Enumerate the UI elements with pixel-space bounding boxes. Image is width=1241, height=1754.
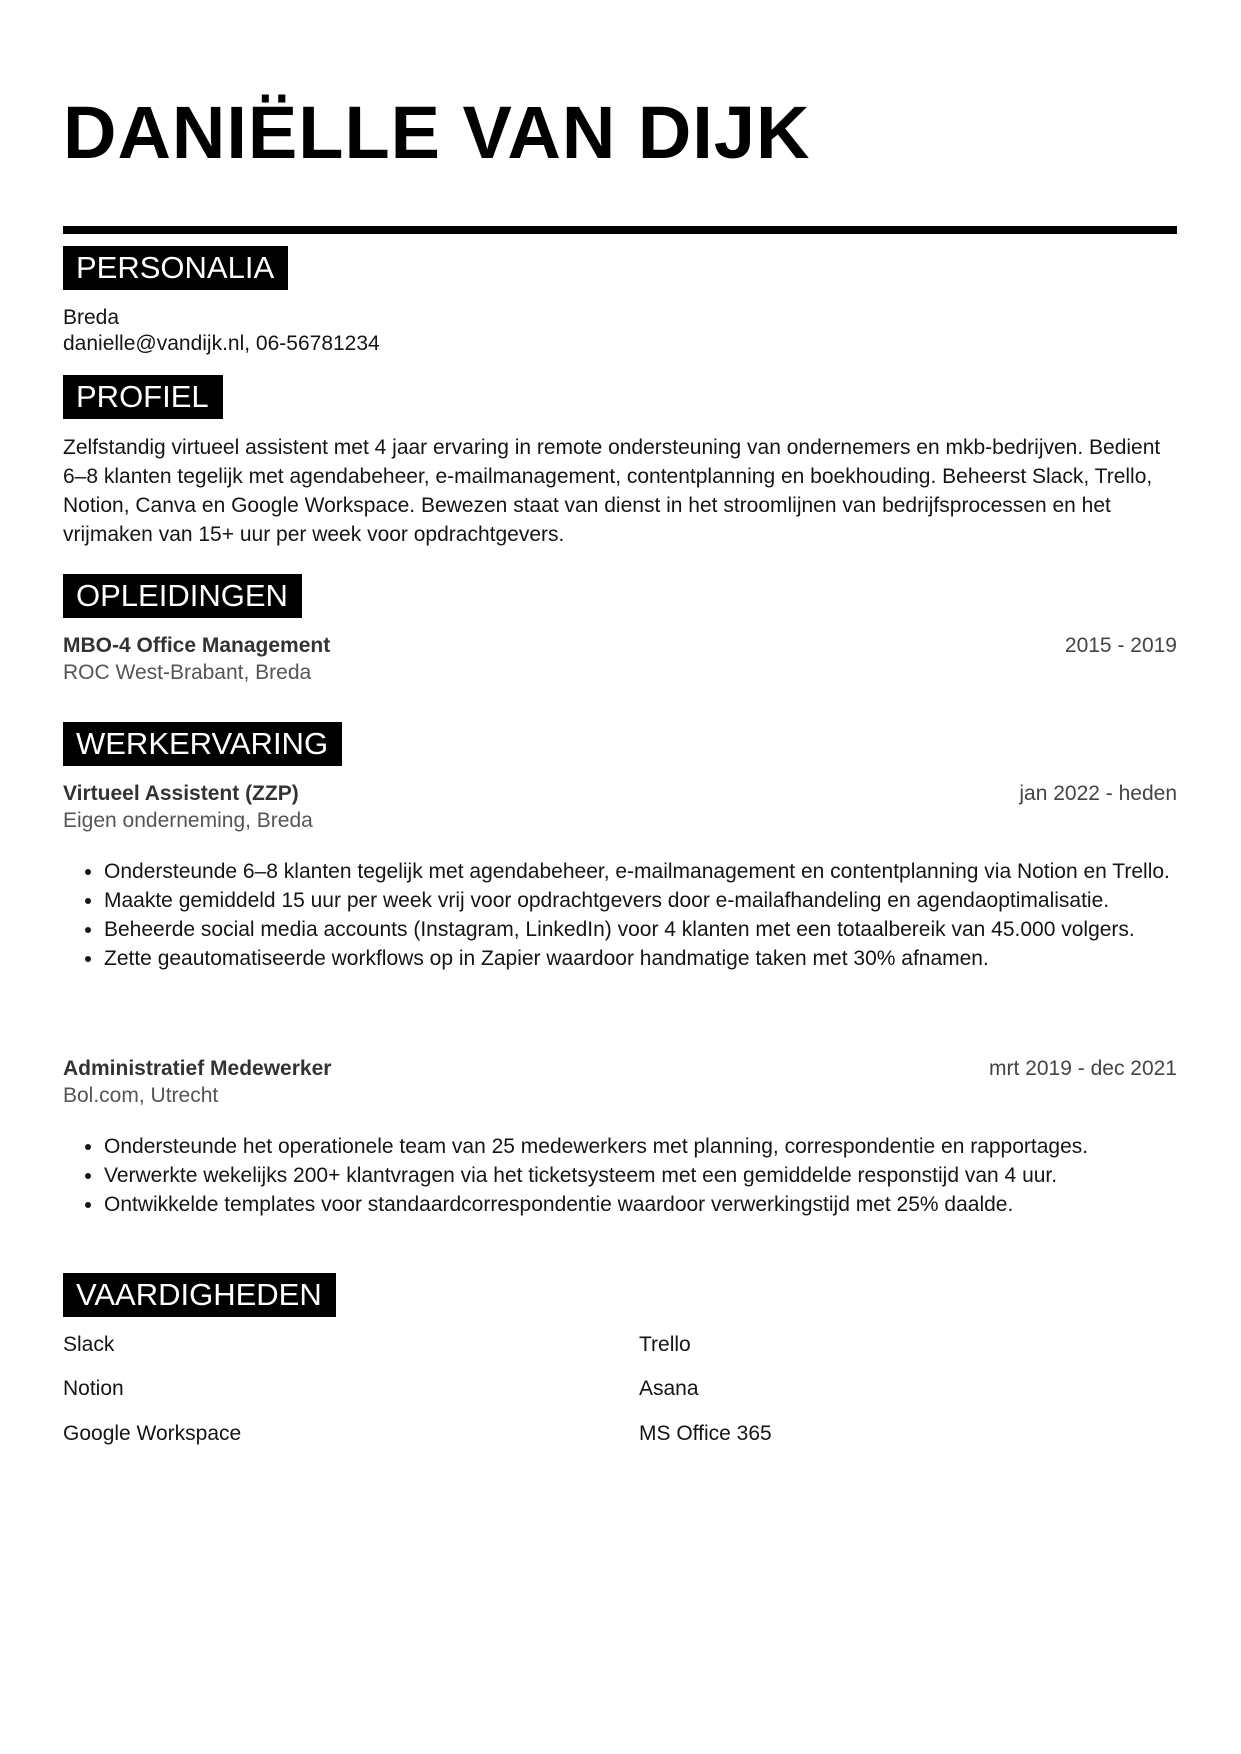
job-employer: Bol.com, Utrecht <box>63 1084 219 1107</box>
education-date: 2015 - 2019 <box>1064 634 1177 657</box>
job-bullets <box>63 857 1177 973</box>
list-item: • Verwerkte wekelijks 200+ klantvragen via het ticketsysteem met een gemiddelde responstijd van 4 uur. <box>104 1161 1177 1190</box>
education-title: MBO-4 Office Management <box>63 634 331 657</box>
job-employer: Eigen onderneming, Breda <box>63 809 313 832</box>
job-date: jan 2022 - heden <box>1019 782 1177 805</box>
education-institution: ROC West-Brabant, Breda <box>63 661 312 684</box>
list-item: • Maakte gemiddeld 15 uur per week vrij voor opdrachtgevers door e-mailafhandeling en agendaoptimalisatie. <box>104 886 1177 915</box>
skill-item: Notion <box>63 1377 124 1400</box>
skill-item: Google Workspace <box>63 1422 242 1445</box>
list-item: • Ontwikkelde templates voor standaardcorrespondentie waardoor verwerkingstijd met 25% daalde. <box>104 1190 1177 1219</box>
personalia-contact: danielle@vandijk.nl, 06-56781234 <box>63 332 380 355</box>
section-heading-werkervaring: WERKERVARING <box>63 722 342 766</box>
list-item: • Ondersteunde 6–8 klanten tegelijk met agendabeheer, e-mailmanagement en contentplanning via Notion en Trello. <box>104 857 1177 886</box>
section-heading-opleidingen: OPLEIDINGEN <box>63 574 302 618</box>
job-bullets <box>63 1132 1177 1219</box>
job-title: Virtueel Assistent (ZZP) <box>63 782 299 805</box>
skill-item: Slack <box>63 1333 115 1356</box>
skill-item: MS Office 365 <box>639 1422 772 1445</box>
section-heading-personalia: PERSONALIA <box>63 246 288 290</box>
list-item: • Beheerde social media accounts (Instagram, LinkedIn) voor 4 klanten met een totaalbereik van 45.000 volgers. <box>104 915 1177 944</box>
job-title: Administratief Medewerker <box>63 1057 332 1080</box>
skill-item: Asana <box>639 1377 699 1400</box>
personalia-city: Breda <box>63 306 120 329</box>
skill-item: Trello <box>639 1333 691 1356</box>
list-item: • Zette geautomatiseerde workflows op in Zapier waardoor handmatige taken met 30% afnamen. <box>104 944 1177 973</box>
candidate-name: DANIËLLE VAN DIJK <box>63 91 811 174</box>
section-heading-vaardigheden: VAARDIGHEDEN <box>63 1273 336 1317</box>
header-divider <box>63 226 1177 234</box>
job-date: mrt 2019 - dec 2021 <box>989 1057 1177 1080</box>
list-item: • Ondersteunde het operationele team van 25 medewerkers met planning, correspondentie en rapportages. <box>104 1132 1177 1161</box>
section-heading-profiel: PROFIEL <box>63 375 223 419</box>
profile-summary: Zelfstandig virtueel assistent met 4 jaar ervaring in remote ondersteuning van ondernemers en mkb-bedrijven. Bedient 6–8 klanten tegelijk met agendabeheer, e-mailmanagement, contentplanning en boekhouding. Beheerst Slack, Trello, Notion, Canva en Google Workspace. Bewezen staat van dienst in het stroomlijnen van bedrijfsprocessen en het vrijmaken van 15+ uur per week voor opdrachtgevers. <box>63 436 1161 546</box>
